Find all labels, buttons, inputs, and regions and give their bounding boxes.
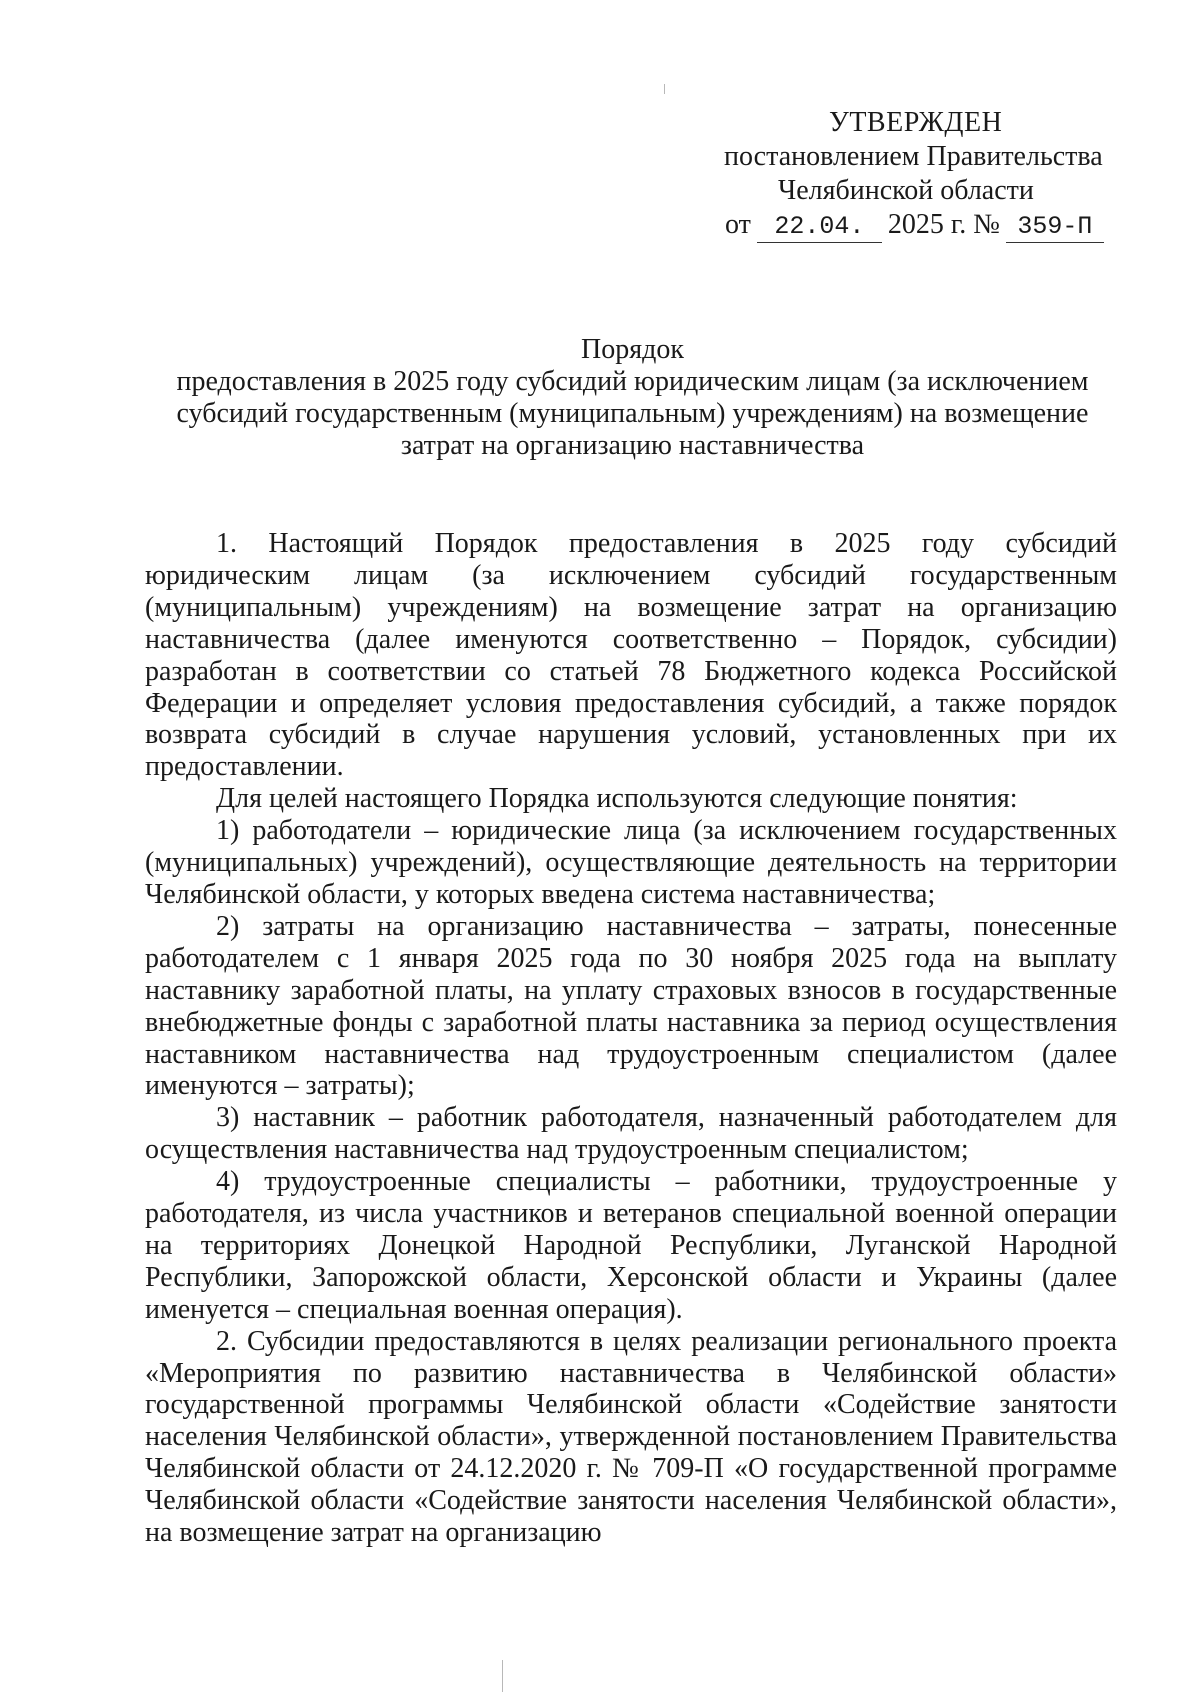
approval-date-handwritten: 22.04. [757, 212, 882, 243]
approval-date-line [690, 208, 1120, 243]
scan-artifact-top [664, 84, 665, 94]
paragraph-definitions-intro: Для целей настоящего Порядка используются следующие понятия: [216, 783, 1018, 815]
approval-number-handwritten: 359-П [1006, 212, 1104, 243]
title-line-3: субсидий государственным (муниципальным) учреждениям) на возмещение [176, 398, 1089, 429]
approval-block [690, 106, 1120, 243]
definition-employed-specialists: 4) трудоустроенные специалисты – работники, трудоустроенные у работодателя, из числа участников и ветеранов специальной военной операции на территориях Донецкой Народной Республики, Луганской Народной Республики, Запорожской области, Херсонской области и Украины (далее именуется – специальная военная операция). [145, 1166, 1117, 1325]
approval-line-1: постановлением Правительства [724, 141, 1103, 172]
approval-line-2: Челябинской области [778, 175, 1034, 206]
definition-employers: 1) работодатели – юридические лица (за исключением государственных (муниципальных) учреждений), осуществляющие деятельность на территории Челябинской области, у которых введена система наставничества; [145, 815, 1117, 910]
paragraph-2: 2. Субсидии предоставляются в целях реализации регионального проекта «Мероприятия по развитию наставничества в Челябинской области» государственной программы Челябинской области «Содействие занятости населения Челябинской области», утвержденной постановлением Правительства Челябинской области от 24.12.2020 г. № 709-П «О государственной программе Челябинской области «Содействие занятости населения Челябинской области», на возмещение затрат на организацию [145, 1325, 1117, 1549]
document-title [150, 334, 1115, 462]
title-line-1: Порядок [581, 334, 684, 365]
date-prefix: от [725, 209, 751, 240]
approval-title: УТВЕРЖДЕН [829, 107, 1003, 138]
paragraph-1: 1. Настоящий Порядок предоставления в 2025 году субсидий юридическим лицам (за исключением субсидий государственным (муниципальным) учреждениям) на возмещение затрат на организацию наставничества (далее именуются соответственно – Порядок, субсидии) разработан в соответствии со статьей 78 Бюджетного кодекса Российской Федерации и определяет условия предоставления субсидий, а также порядок возврата субсидий в случае нарушения условий, установленных при их предоставлении. [145, 528, 1117, 783]
definition-costs: 2) затраты на организацию наставничества – затраты, понесенные работодателем с 1 января 2025 года по 30 ноября 2025 года на выплату наставнику заработной платы, на уплату страховых взносов в государственные внебюджетные фонды с заработной платы наставника за период осуществления наставником наставничества над трудоустроенным специалистом (далее именуются – затраты); [145, 910, 1117, 1102]
scan-artifact-bottom [502, 1660, 503, 1692]
title-line-4: затрат на организацию наставничества [400, 430, 865, 461]
year-number-label: 2025 г. № [887, 209, 1000, 240]
definition-mentor: 3) наставник – работник работодателя, назначенный работодателем для осуществления наставничества над трудоустроенным специалистом; [145, 1102, 1117, 1166]
title-line-2: предоставления в 2025 году субсидий юридическим лицам (за исключением [176, 366, 1089, 397]
document-body [145, 528, 1117, 1549]
